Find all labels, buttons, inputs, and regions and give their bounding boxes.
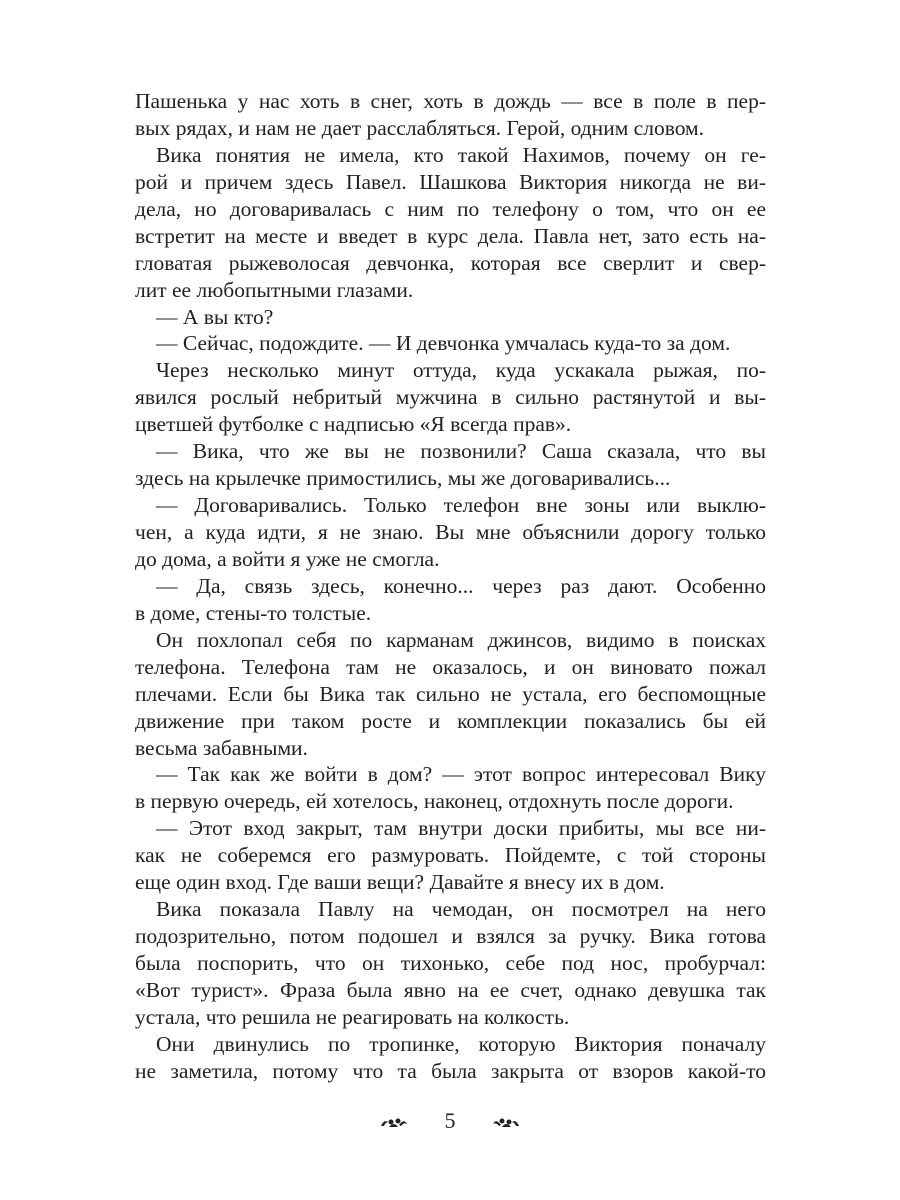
- text-line: устала, что решила не реагировать на колкость.: [135, 1004, 570, 1029]
- text-line: Через несколько минут оттуда, куда ускакала рыжая, по-: [156, 358, 766, 383]
- text-line: плечами. Если бы Вика так сильно не устала, его беспомощные: [135, 681, 766, 706]
- text-line: «Вот турист». Фраза была явно на ее счет, однако девушка так: [135, 977, 766, 1002]
- text-line: еще один вход. Где ваши вещи? Давайте я внесу их в дом.: [135, 870, 665, 895]
- text-line: вых рядах, и нам не дает расслабляться. Герой, одним словом.: [135, 115, 705, 140]
- text-line: в первую очередь, ей хотелось, наконец, отдохнуть после дороги.: [135, 789, 734, 814]
- text-line: в доме, стены-то толстые.: [135, 600, 372, 625]
- text-line: — Сейчас, подождите. — И девчонка умчалась куда-то за дом.: [156, 331, 731, 356]
- text-line: рой и причем здесь Павел. Шашкова Виктория никогда не ви-: [135, 169, 766, 194]
- text-line: — Да, связь здесь, конечно... через раз дают. Особенно: [156, 573, 766, 598]
- text-line: была поспорить, что он тихонько, себе под нос, пробурчал:: [135, 951, 766, 975]
- text-line: Вика понятия не имела, кто такой Нахимов, почему он ге-: [156, 142, 766, 167]
- text-line: — Этот вход закрыт, там внутри доски прибиты, мы все ни-: [156, 816, 766, 841]
- text-line: — Договаривались. Только телефон вне зоны или выклю-: [156, 493, 766, 518]
- text-line: Пашенька у нас хоть в снег, хоть в дождь — все в поле в пер-: [135, 89, 766, 113]
- text-line: движение при таком росте и комплекции показались бы ей: [135, 708, 766, 733]
- text-line: Они двинулись по тропинке, которую Виктория поначалу: [156, 1031, 766, 1056]
- floral-ornament-left-icon: [379, 1110, 409, 1136]
- text-line: явился рослый небритый мужчина в сильно растянутой и вы-: [135, 385, 766, 410]
- floral-ornament-right-icon: [491, 1110, 521, 1136]
- text-line: не заметила, потому что та была закрыта от взоров какой-то: [135, 1058, 766, 1083]
- text-line: до дома, а войти я уже не смогла.: [135, 546, 440, 571]
- page-body-text: [135, 88, 766, 1085]
- text-line: — Так как же войти в дом? — этот вопрос интересовал Вику: [156, 762, 766, 787]
- text-line: весьма забавными.: [135, 735, 308, 760]
- text-line: дела, но договаривалась с ним по телефону о том, что он ее: [135, 196, 766, 221]
- text-line: Он похлопал себя по карманам джинсов, видимо в поисках: [156, 627, 766, 652]
- text-line: гловатая рыжеволосая девчонка, которая все сверлит и свер-: [135, 250, 766, 275]
- text-line: Вика показала Павлу на чемодан, он посмотрел на него: [156, 897, 766, 922]
- text-line: чен, а куда идти, я не знаю. Вы мне объяснили дорогу только: [135, 520, 766, 544]
- text-line: лит ее любопытными глазами.: [135, 277, 414, 302]
- text-line: как не соберемся его размуровать. Пойдемте, с той стороны: [135, 843, 766, 868]
- text-line: — А вы кто?: [156, 304, 274, 329]
- page-number: 5: [444, 1108, 456, 1133]
- text-line: цветшей футболке с надписью «Я всегда прав».: [135, 412, 572, 437]
- text-line: здесь на крылечке примостились, мы же договаривались...: [135, 466, 671, 491]
- text-line: подозрительно, потом подошел и взялся за ручку. Вика готова: [135, 924, 766, 949]
- text-line: — Вика, что же вы не позвонили? Саша сказала, что вы: [156, 439, 766, 464]
- page-footer: [0, 1108, 900, 1136]
- text-line: встретит на месте и введет в курс дела. Павла нет, зато есть на-: [135, 223, 766, 248]
- text-line: телефона. Телефона там не оказалось, и он виновато пожал: [135, 654, 766, 679]
